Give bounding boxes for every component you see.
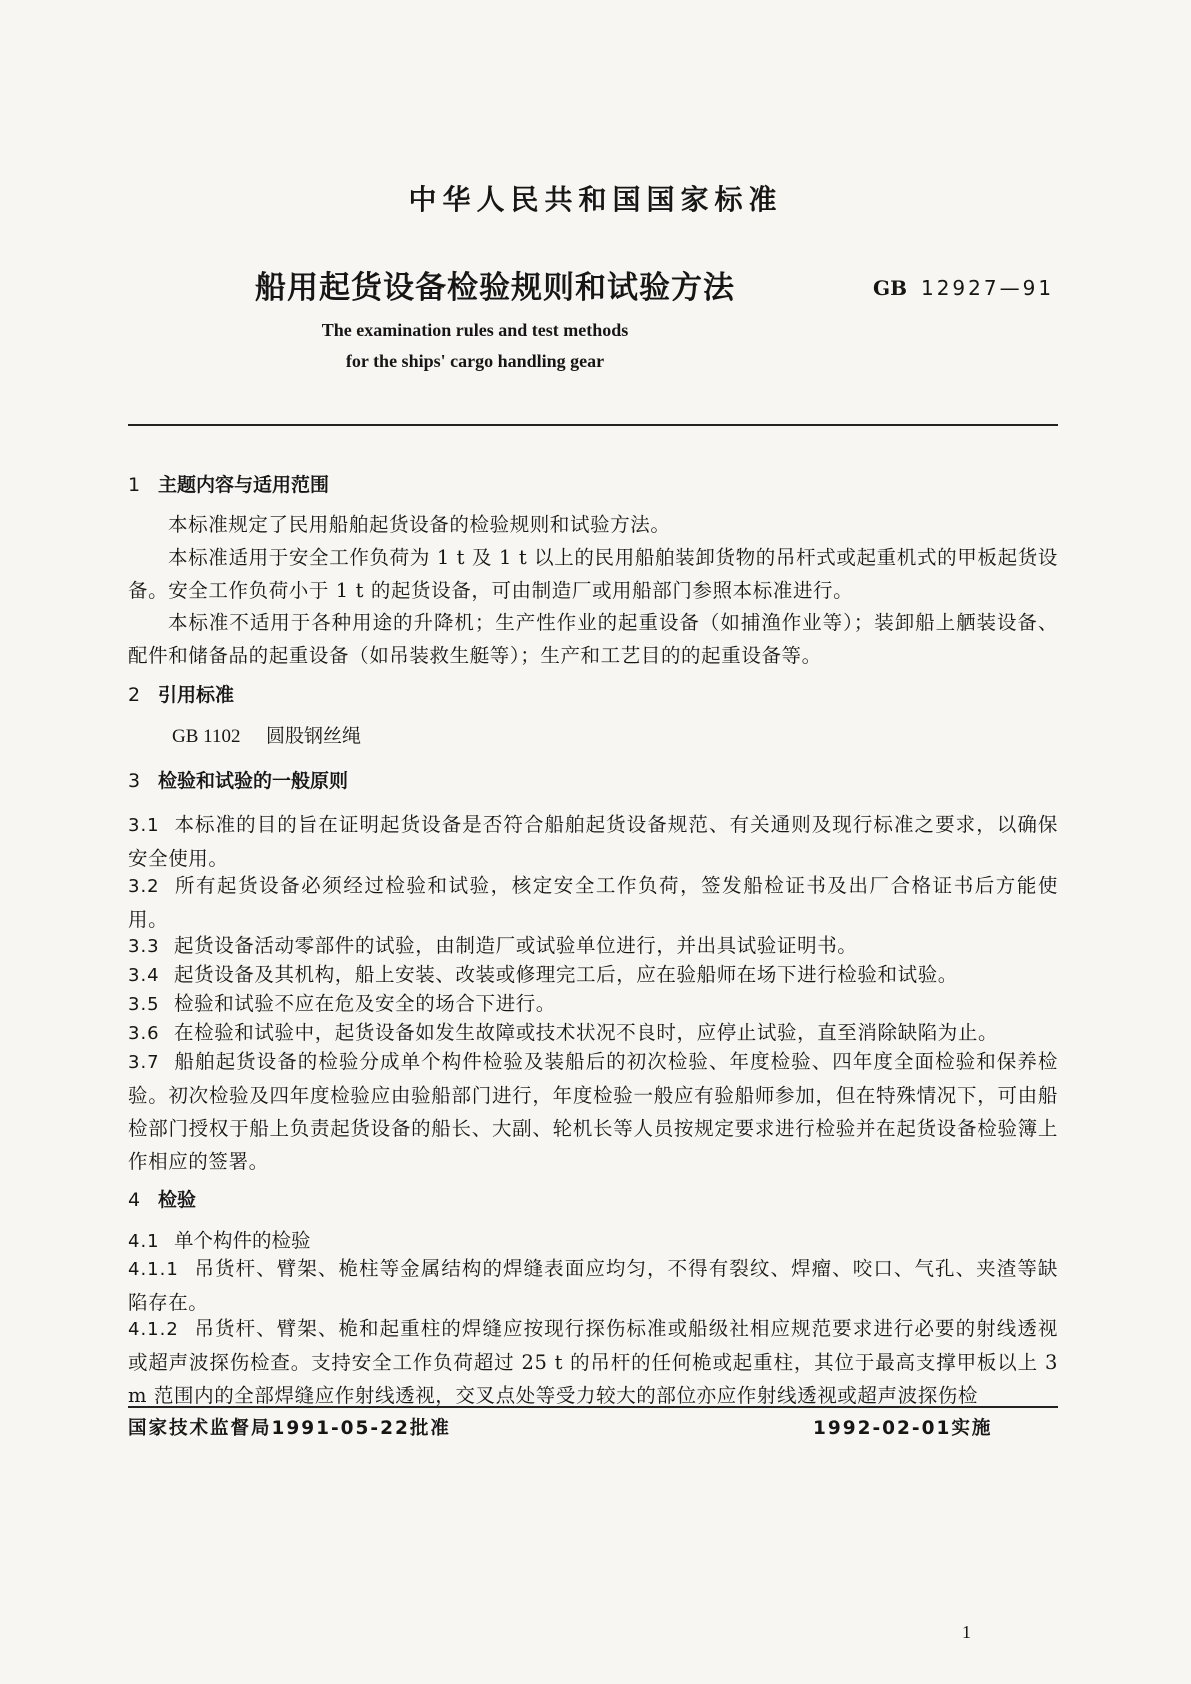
section-title: 引用标准 bbox=[158, 684, 235, 706]
section-4-heading bbox=[128, 1185, 196, 1212]
section-number: 1 bbox=[128, 474, 141, 496]
reference-code: GB 1102 bbox=[172, 726, 241, 747]
section-3-heading bbox=[128, 766, 348, 793]
clause-number: 3.7 bbox=[128, 1052, 160, 1073]
clause-text: 起货设备活动零部件的试验，由制造厂或试验单位进行，并出具试验证明书。 bbox=[174, 934, 858, 957]
page-number: 1 bbox=[962, 1622, 971, 1642]
section-1-paragraph-2: 本标准适用于安全工作负荷为 1 t 及 1 t 以上的民用船舶装卸货物的吊杆式或起重机式的甲板起货设备。安全工作负荷小于 1 t 的起货设备，可由制造厂或用船部门参照本标准进行。 bbox=[128, 546, 1058, 602]
clause-number: 3.4 bbox=[128, 965, 160, 986]
standard-code bbox=[873, 276, 1054, 300]
clause-number: 4.1.2 bbox=[128, 1319, 179, 1340]
subsection-number: 4.1 bbox=[128, 1231, 160, 1252]
footer-divider bbox=[128, 1406, 1058, 1408]
clause-number: 3.3 bbox=[128, 936, 160, 957]
document-title-english-line2: for the ships' cargo handling gear bbox=[345, 351, 605, 371]
subsection-title: 单个构件的检验 bbox=[174, 1229, 311, 1252]
clause-number: 3.6 bbox=[128, 1023, 160, 1044]
clause-text: 吊货杆、臂架、桅和起重柱的焊缝应按现行探伤标准或船级社相应规范要求进行必要的射线透视或超声波探伤检查。支持安全工作负荷超过 25 t 的吊杆的任何桅或起重柱，其位于最高支撑甲板以上 3 m 范围内的全部焊缝应作射线透视，交叉点处等受力较大的部位亦应作射线透视或超声波探伤检 bbox=[128, 1317, 1058, 1407]
clause-3-7 bbox=[128, 1045, 1058, 1178]
section-number: 2 bbox=[128, 684, 141, 706]
normative-reference bbox=[172, 721, 361, 748]
clause-text: 在检验和试验中，起货设备如发生故障或技术状况不良时，应停止试验，直至消除缺陷为止。 bbox=[174, 1021, 999, 1044]
clause-number: 3.5 bbox=[128, 994, 160, 1015]
section-2-heading bbox=[128, 680, 234, 707]
reference-title: 圆股钢丝绳 bbox=[266, 725, 362, 747]
standard-number: 12927—91 bbox=[920, 276, 1055, 300]
clause-text: 检验和试验不应在危及安全的场合下进行。 bbox=[174, 992, 556, 1015]
section-1-heading bbox=[128, 470, 329, 497]
section-number: 3 bbox=[128, 770, 141, 792]
clause-number: 3.2 bbox=[128, 876, 160, 897]
clause-text: 吊货杆、臂架、桅柱等金属结构的焊缝表面应均匀，不得有裂纹、焊瘤、咬口、气孔、夹渣等缺陷存在。 bbox=[128, 1257, 1058, 1314]
clause-text: 所有起货设备必须经过检验和试验，核定安全工作负荷，签发船检证书及出厂合格证书后方能使用。 bbox=[128, 874, 1058, 931]
clause-4-1-1 bbox=[128, 1252, 1058, 1319]
section-number: 4 bbox=[128, 1189, 141, 1211]
document-title-chinese: 船用起货设备检验规则和试验方法 bbox=[255, 270, 735, 306]
section-1-paragraph-1: 本标准规定了民用船舶起货设备的检验规则和试验方法。 bbox=[168, 513, 671, 536]
clause-3-2 bbox=[128, 869, 1058, 936]
header-divider bbox=[128, 424, 1058, 426]
clause-text: 起货设备及其机构，船上安装、改装或修理完工后，应在验船师在场下进行检验和试验。 bbox=[174, 963, 958, 986]
subsection-4-1 bbox=[128, 1225, 311, 1253]
document-title-english-line1: The examination rules and test methods bbox=[321, 320, 629, 340]
standard-organization: 中华人民共和国国家标准 bbox=[408, 183, 783, 216]
clause-text: 船舶起货设备的检验分成单个构件检验及装船后的初次检验、年度检验、四年度全面检验和保养检验。初次检验及四年度检验应由验船部门进行，年度检验一般应有验船师参加，但在特殊情况下，可由船检部门授权于船上负责起货设备的船长、大副、轮机长等人员按规定要求进行检验并在起货设备检验簿上作相应的签署。 bbox=[128, 1050, 1058, 1173]
clause-number: 3.1 bbox=[128, 815, 160, 836]
approval-note: 国家技术监督局1991-05-22批准 bbox=[128, 1418, 451, 1439]
section-title: 主题内容与适用范围 bbox=[158, 474, 330, 496]
clause-3-1 bbox=[128, 808, 1058, 875]
clause-number: 4.1.1 bbox=[128, 1259, 179, 1280]
section-title: 检验和试验的一般原则 bbox=[158, 770, 349, 792]
clause-text: 本标准的目的旨在证明起货设备是否符合船舶起货设备规范、有关通则及现行标准之要求，以确保安全使用。 bbox=[128, 813, 1058, 870]
clause-4-1-2 bbox=[128, 1312, 1058, 1412]
section-title: 检验 bbox=[158, 1189, 197, 1211]
effective-date-note: 1992-02-01实施 bbox=[813, 1418, 993, 1439]
standard-prefix: GB bbox=[873, 276, 907, 300]
section-1-paragraph-3: 本标准不适用于各种用途的升降机；生产性作业的起重设备（如捕渔作业等）；装卸船上舾装设备、配件和储备品的起重设备（如吊装救生艇等）；生产和工艺目的的起重设备等。 bbox=[128, 611, 1058, 667]
